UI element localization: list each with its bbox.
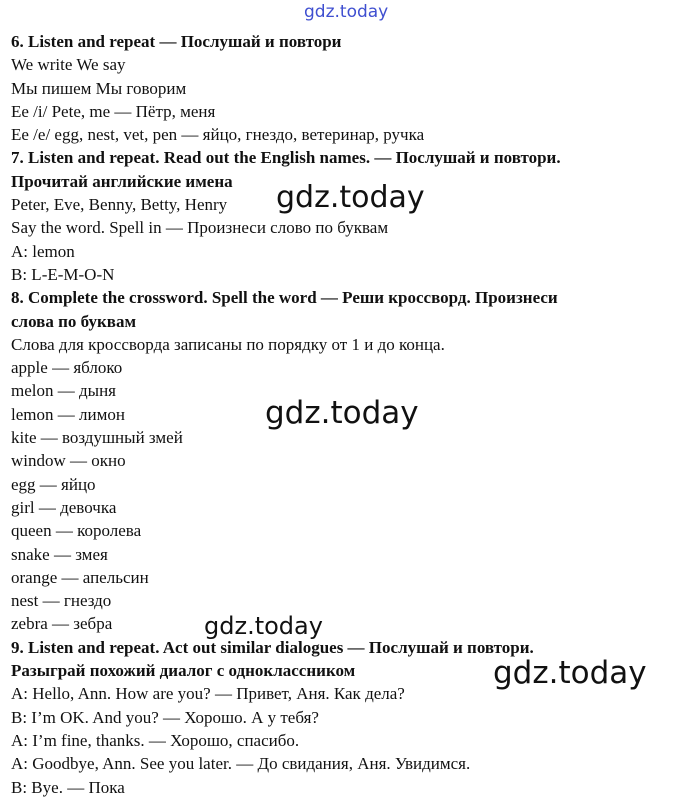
text-line: kite — воздушный змей — [11, 428, 183, 448]
exercise-heading: 8. Complete the crossword. Spell the word — Реши кроссворд. Произнеси — [11, 288, 558, 308]
text-line: We write We say — [11, 55, 126, 75]
text-line: Peter, Eve, Benny, Betty, Henry — [11, 195, 228, 215]
exercise-heading: 9. Listen and repeat. Act out similar dialogues — Послушай и повтори. — [11, 637, 534, 657]
watermark: gdz.today — [276, 180, 425, 215]
exercise-heading: слова по буквам — [11, 311, 137, 331]
text-line: Слова для кроссворда записаны по порядку от 1 и до конца. — [11, 334, 445, 354]
text-line: A: I’m fine, thanks. — Хорошо, спасибо. — [11, 730, 300, 750]
text-line: A: Hello, Ann. How are you? — Привет, Аня. Как дела? — [11, 684, 405, 704]
text-line: queen — королева — [11, 521, 142, 541]
text-line: apple — яблоко — [11, 358, 123, 378]
exercise-heading: Прочитай английские имена — [11, 171, 233, 191]
text-line: snake — змея — [11, 544, 108, 564]
watermark: gdz.today — [204, 612, 323, 640]
text-line: window — окно — [11, 451, 126, 471]
exercise-heading: 7. Listen and repeat. Read out the English names. — Послушай и повтори. — [11, 148, 561, 168]
watermark-top: gdz.today — [304, 2, 389, 22]
text-line: girl — девочка — [11, 497, 117, 517]
text-line: B: I’m OK. And you? — Хорошо. А у тебя? — [11, 707, 319, 727]
text-line: melon — дыня — [11, 381, 116, 401]
exercise-heading: Разыграй похожий диалог с одноклассником — [11, 661, 356, 681]
text-line: Ee /e/ egg, nest, vet, pen — яйцо, гнездо, ветеринар, ручка — [11, 125, 425, 145]
text-line: lemon — лимон — [11, 404, 125, 424]
watermark: gdz.today — [265, 395, 419, 431]
watermark: gdz.today — [493, 655, 647, 691]
text-line: zebra — зебра — [11, 614, 113, 634]
text-line: Мы пишем Мы говорим — [11, 78, 187, 98]
text-line: A: Goodbye, Ann. See you later. — До свидания, Аня. Увидимся. — [11, 754, 471, 774]
text-line: B: L-E-M-O-N — [11, 264, 115, 284]
text-line: orange — апельсин — [11, 567, 149, 587]
text-line: Say the word. Spell in — Произнеси слово по буквам — [11, 218, 389, 238]
text-line: B: Bye. — Пока — [11, 777, 125, 797]
text-line: A: lemon — [11, 241, 75, 261]
text-line: egg — яйцо — [11, 474, 96, 494]
text-line: Ee /i/ Pete, me — Пётр, меня — [11, 101, 216, 121]
exercise-heading: 6. Listen and repeat — Послушай и повтори — [11, 32, 342, 51]
text-line: nest — гнездо — [11, 591, 112, 611]
document-body — [11, 30, 687, 799]
